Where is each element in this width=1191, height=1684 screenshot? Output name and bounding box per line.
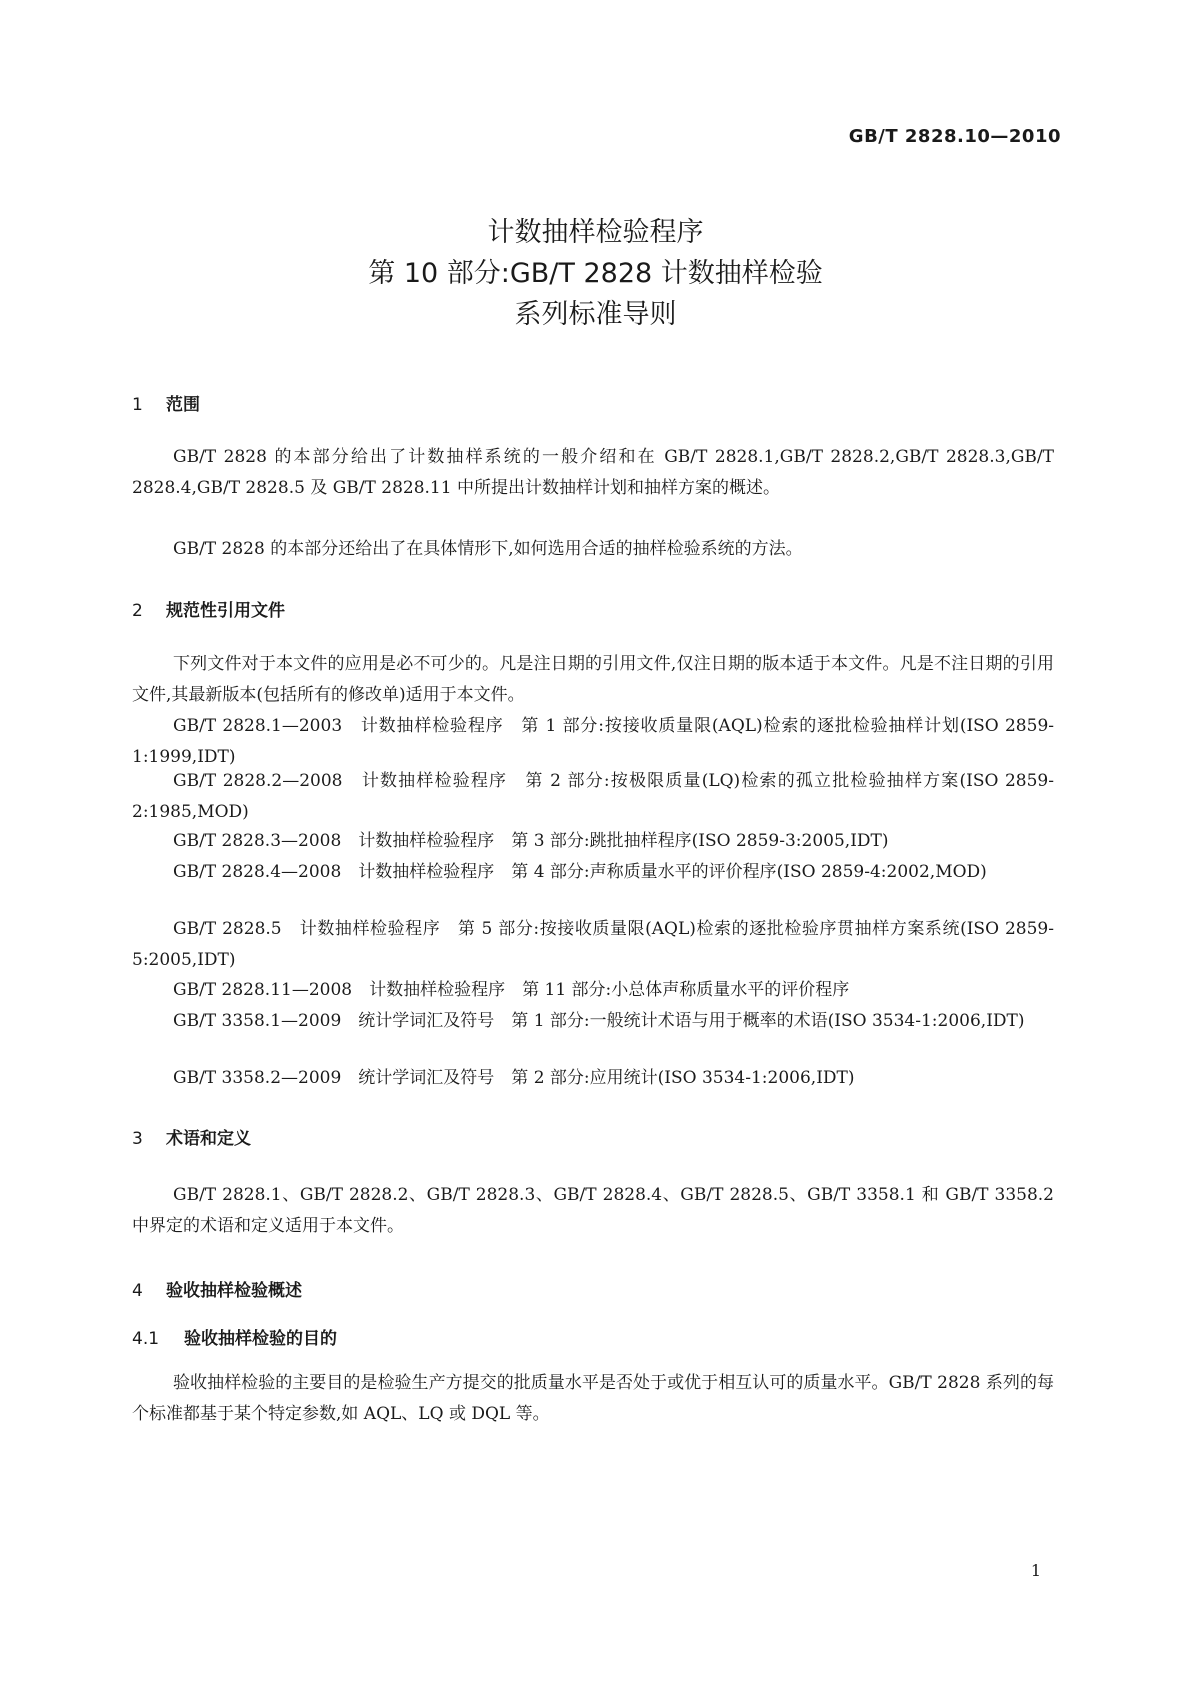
section-number: 3 <box>132 1129 143 1149</box>
section-1-paragraph-2: GB/T 2828 的本部分还给出了在具体情形下,如何选用合适的抽样检验系统的方法。 <box>173 539 803 559</box>
section-4-heading <box>132 1276 302 1301</box>
section-4-1-heading <box>132 1324 337 1349</box>
reference-item: GB/T 2828.11—2008 计数抽样检验程序 第 11 部分:小总体声称质量水平的评价程序 <box>173 980 850 1000</box>
section-title: 验收抽样检验概述 <box>166 1281 302 1301</box>
title-line-3: 系列标准导则 <box>514 299 677 330</box>
reference-item: GB/T 3358.2—2009 统计学词汇及符号 第 2 部分:应用统计(ISO 3534-1:2006,IDT) <box>173 1068 855 1088</box>
reference-item: GB/T 2828.1—2003 计数抽样检验程序 第 1 部分:按接收质量限(AQL)检索的逐批检验抽样计划(ISO 2859-1:1999,IDT) <box>132 716 1054 767</box>
reference-item: GB/T 2828.3—2008 计数抽样检验程序 第 3 部分:跳批抽样程序(ISO 2859-3:2005,IDT) <box>173 831 889 851</box>
standard-code: GB/T 2828.10—2010 <box>848 126 1061 147</box>
section-title: 范围 <box>166 395 200 415</box>
section-2-heading <box>132 596 285 621</box>
reference-item: GB/T 2828.2—2008 计数抽样检验程序 第 2 部分:按极限质量(LQ)检索的孤立批检验抽样方案(ISO 2859-2:1985,MOD) <box>132 771 1054 822</box>
section-number: 2 <box>132 601 143 621</box>
section-title: 术语和定义 <box>166 1129 251 1149</box>
section-title: 规范性引用文件 <box>166 601 285 621</box>
section-4-1-paragraph-1: 验收抽样检验的主要目的是检验生产方提交的批质量水平是否处于或优于相互认可的质量水平。GB/T 2828 系列的每个标准都基于某个特定参数,如 AQL、LQ 或 DQL 等。 <box>132 1373 1054 1424</box>
section-1-paragraph-1: GB/T 2828 的本部分给出了计数抽样系统的一般介绍和在 GB/T 2828.1,GB/T 2828.2,GB/T 2828.3,GB/T 2828.4,GB/T 2828.5 及 GB/T 2828.11 中所提出计数抽样计划和抽样方案的概述。 <box>132 447 1054 498</box>
title-line-1: 计数抽样检验程序 <box>487 217 704 248</box>
reference-item: GB/T 3358.1—2009 统计学词汇及符号 第 1 部分:一般统计术语与用于概率的术语(ISO 3534-1:2006,IDT) <box>173 1011 1025 1031</box>
document-title <box>0 212 1191 335</box>
title-line-2: 第 10 部分:GB/T 2828 计数抽样检验 <box>368 258 823 289</box>
section-3-heading <box>132 1124 251 1149</box>
section-number: 1 <box>132 395 143 415</box>
section-number: 4 <box>132 1281 143 1301</box>
page-number: 1 <box>1030 1561 1041 1580</box>
section-number: 4.1 <box>132 1329 160 1349</box>
reference-item: GB/T 2828.5 计数抽样检验程序 第 5 部分:按接收质量限(AQL)检索的逐批检验序贯抽样方案系统(ISO 2859-5:2005,IDT) <box>132 919 1054 970</box>
section-3-paragraph-1: GB/T 2828.1、GB/T 2828.2、GB/T 2828.3、GB/T 2828.4、GB/T 2828.5、GB/T 3358.1 和 GB/T 3358.2 中界定的术语和定义适用于本文件。 <box>132 1185 1054 1236</box>
reference-item: GB/T 2828.4—2008 计数抽样检验程序 第 4 部分:声称质量水平的评价程序(ISO 2859-4:2002,MOD) <box>173 862 987 882</box>
section-title: 验收抽样检验的目的 <box>184 1329 337 1349</box>
section-2-intro: 下列文件对于本文件的应用是必不可少的。凡是注日期的引用文件,仅注日期的版本适于本文件。凡是不注日期的引用文件,其最新版本(包括所有的修改单)适用于本文件。 <box>132 654 1054 705</box>
section-1-heading <box>132 390 200 415</box>
